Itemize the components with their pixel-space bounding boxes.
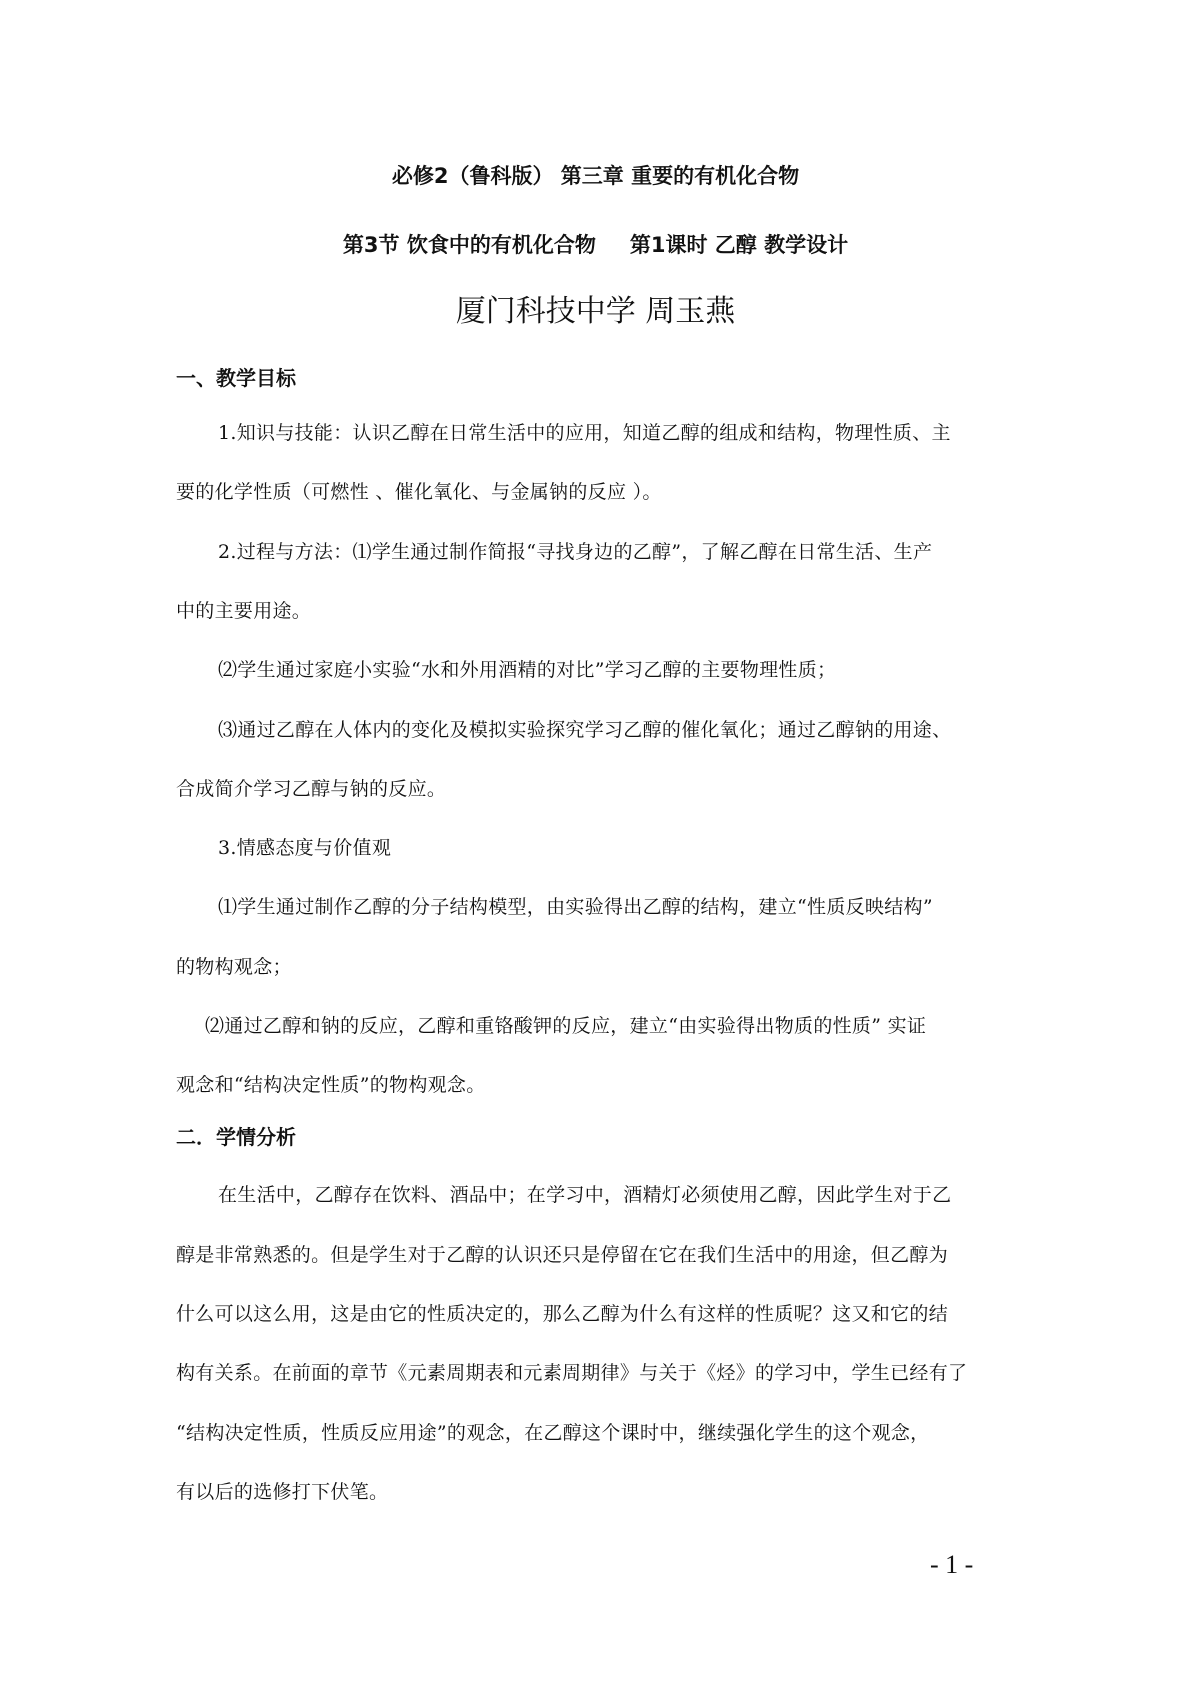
title-line-1: 必修2（鲁科版） 第三章 重要的有机化合物 bbox=[391, 164, 800, 188]
paragraph-line: 有以后的选修打下伏笔。 bbox=[176, 1481, 389, 1503]
paragraph-line: ⑴学生通过制作乙醇的分子结构模型，由实验得出乙醇的结构，建立“性质反映结构” bbox=[218, 896, 933, 918]
paragraph-line: 醇是非常熟悉的。但是学生对于乙醇的认识还只是停留在它在我们生活中的用途，但乙醇为 bbox=[176, 1244, 949, 1266]
page-number: - 1 - bbox=[930, 1550, 974, 1579]
title-line-2 bbox=[0, 229, 1191, 259]
paragraph-line: 构有关系。在前面的章节《元素周期表和元素周期律》与关于《烃》的学习中，学生已经有了 bbox=[176, 1362, 968, 1384]
paragraph-line: 的物构观念； bbox=[176, 956, 292, 978]
paragraph-line: 中的主要用途。 bbox=[176, 600, 312, 622]
paragraph-line: “结构决定性质，性质反应用途”的观念，在乙醇这个课时中，继续强化学生的这个观念， bbox=[176, 1422, 930, 1444]
paragraph-line: 在生活中，乙醇存在饮料、酒品中；在学习中，酒精灯必须使用乙醇，因此学生对于乙 bbox=[218, 1184, 952, 1206]
title-section: 第3节 饮食中的有机化合物 bbox=[342, 233, 596, 257]
paragraph-line: 1.知识与技能：认识乙醇在日常生活中的应用，知道乙醇的组成和结构，物理性质、主 bbox=[218, 422, 951, 444]
paragraph-line: 2.过程与方法：⑴学生通过制作简报“寻找身边的乙醇”，了解乙醇在日常生活、生产 bbox=[218, 541, 933, 563]
paragraph-line: 观念和“结构决定性质”的物构观念。 bbox=[176, 1074, 486, 1096]
paragraph-line: 3.情感态度与价值观 bbox=[218, 837, 392, 859]
paragraph-line: 合成简介学习乙醇与钠的反应。 bbox=[176, 778, 447, 800]
paragraph-line: 要的化学性质（可燃性 、催化氧化、与金属钠的反应 ）。 bbox=[176, 481, 662, 503]
paragraph-line: ⑵通过乙醇和钠的反应，乙醇和重铬酸钾的反应，建立“由实验得出物质的性质” 实证 bbox=[205, 1015, 927, 1037]
paragraph-line: ⑵学生通过家庭小实验“水和外用酒精的对比”学习乙醇的主要物理性质； bbox=[218, 659, 837, 681]
title-lesson: 第1课时 乙醇 教学设计 bbox=[629, 233, 849, 257]
paragraph-line: 什么可以这么用，这是由它的性质决定的，那么乙醇为什么有这样的性质呢？这又和它的结 bbox=[176, 1303, 949, 1325]
section-heading-analysis: 二．学情分析 bbox=[176, 1125, 296, 1149]
paragraph-line: ⑶通过乙醇在人体内的变化及模拟实验探究学习乙醇的催化氧化；通过乙醇钠的用途、 bbox=[218, 719, 952, 741]
author-line: 厦门科技中学 周玉燕 bbox=[455, 294, 736, 329]
section-heading-objectives: 一、教学目标 bbox=[176, 366, 296, 390]
